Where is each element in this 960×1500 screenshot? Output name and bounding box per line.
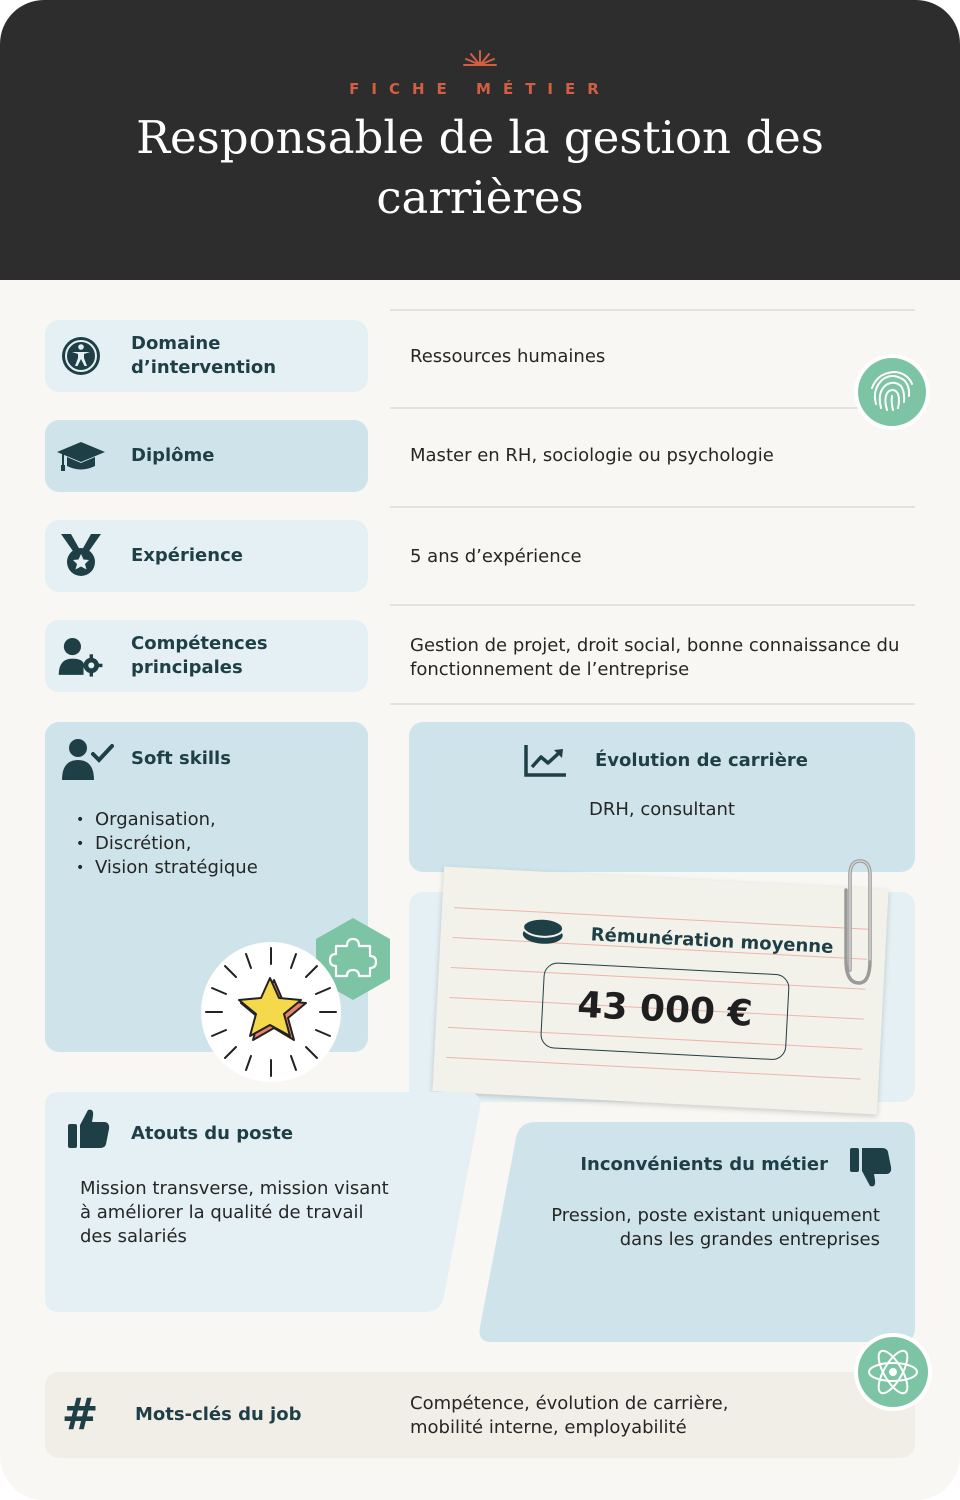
evolution-title: Évolution de carrière [595,750,808,771]
row-value: Gestion de projet, droit social, bonne connaissance du fonctionnement de l’entreprise [410,635,900,680]
paperclip-icon [840,855,880,990]
medal-icon [57,532,105,580]
fingerprint-icon [852,352,932,432]
divider [390,506,915,508]
atouts-value: Mission transverse, mission visant à améliorer la qualité de travail des salariés [80,1178,389,1247]
row-diplome [45,420,368,492]
row-value: 5 ans d’expérience [410,546,582,567]
atouts-title: Atouts du poste [131,1123,294,1144]
row-domaine [45,320,368,392]
soft-skills-list [70,808,258,880]
spark-icon [462,48,498,68]
salary-amount: 43 000 € [576,984,754,1035]
hashtag-icon: # [61,1389,99,1440]
header [0,0,960,280]
list-item: • Organisation, [95,808,258,832]
remuneration-title: Rémunération moyenne [590,924,834,958]
inconvenients-value: Pression, poste existant uniquement dans les grandes entreprises [551,1205,880,1250]
divider [390,703,915,705]
user-gear-icon [57,632,105,680]
divider [390,309,915,311]
row-experience [45,520,368,592]
remuneration-note [432,867,888,1115]
atom-icon [853,1332,933,1412]
user-check-icon [62,738,114,780]
row-value: Ressources humaines [410,346,606,367]
evolution-value: DRH, consultant [588,799,735,820]
accessibility-icon [57,332,105,380]
chart-line-icon [524,745,566,777]
evolution-card [409,722,915,872]
list-item: • Discrétion, [95,832,258,856]
soft-skills-title: Soft skills [131,748,231,769]
divider [390,407,915,409]
thumbs-up-icon [67,1106,111,1150]
keywords-value: Compétence, évolution de carrière, mobilité interne, employabilité [410,1393,729,1438]
row-value: Master en RH, sociologie ou psychologie [410,445,774,466]
star-icon [196,940,346,1085]
list-item: • Vision stratégique [95,856,258,880]
coin-icon [520,915,566,947]
thumbs-down-icon [848,1146,892,1190]
row-competences [45,620,368,692]
page-title: Responsable de la gestion des carrières [136,111,824,224]
amount-box [540,962,790,1061]
inconvenients-title: Inconvénients du métier [580,1154,828,1175]
row-label: Domaine d’intervention [131,333,277,378]
row-label: Expérience [131,545,243,566]
torn-paper [432,867,888,1115]
divider [390,604,915,606]
row-label: Diplôme [131,445,215,466]
kicker: FICHE MÉTIER [349,80,611,98]
keywords-title: Mots-clés du job [135,1404,302,1425]
row-label: Compétences principales [131,633,268,678]
graduation-cap-icon [57,432,105,480]
